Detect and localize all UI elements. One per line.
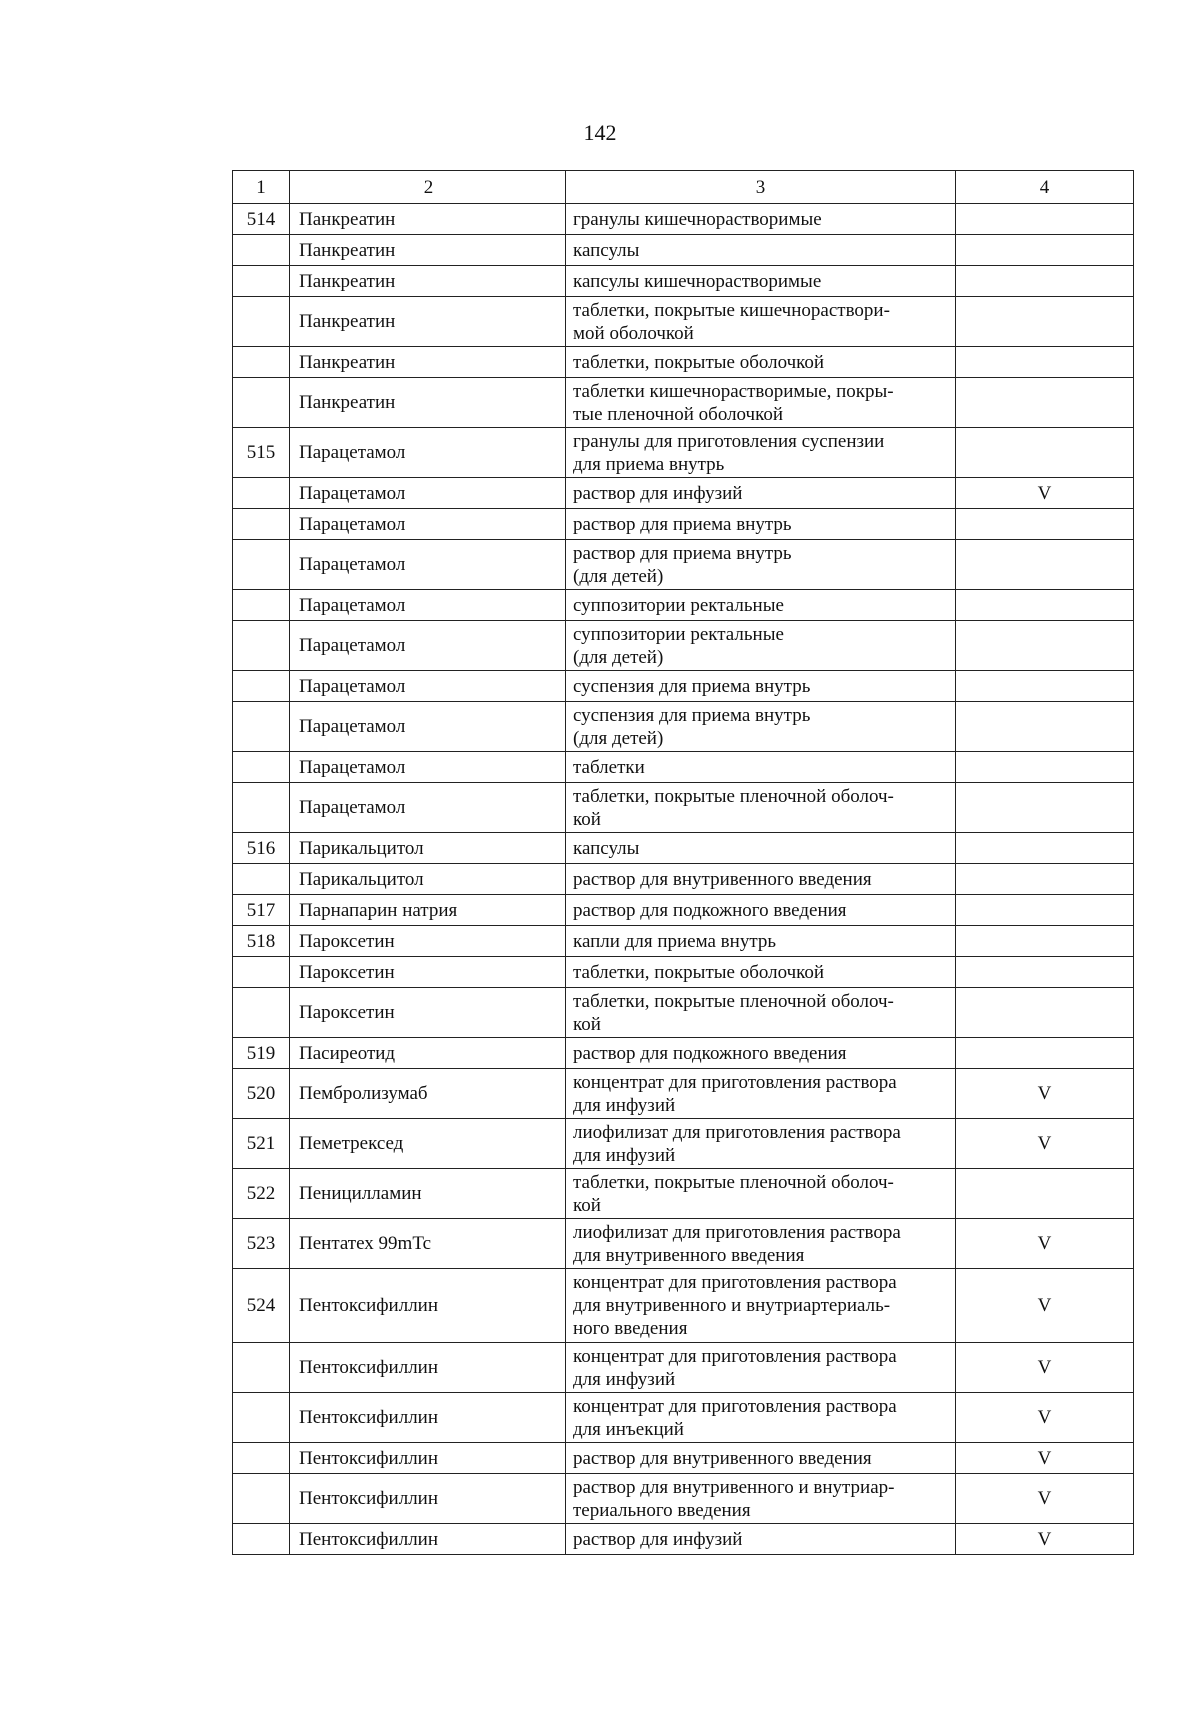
mark-cell bbox=[956, 509, 1134, 540]
mark-cell bbox=[956, 895, 1134, 926]
table-row bbox=[233, 266, 1134, 297]
table-row bbox=[233, 1069, 1134, 1119]
dosage-form-cell: раствор для инфузий bbox=[566, 1524, 956, 1555]
row-number-cell bbox=[233, 671, 290, 702]
dosage-form-cell: таблетки, покрытые кишечнораствори- мой оболочкой bbox=[566, 297, 956, 347]
dosage-form-cell: таблетки кишечнорастворимые, покры- тые пленочной оболочкой bbox=[566, 378, 956, 428]
row-number-cell: 520 bbox=[233, 1069, 290, 1119]
mark-cell bbox=[956, 204, 1134, 235]
dosage-form-cell: капсулы bbox=[566, 833, 956, 864]
dosage-form-cell: раствор для внутривенного и внутриар- териального введения bbox=[566, 1474, 956, 1524]
dosage-form-cell: раствор для приема внутрь bbox=[566, 509, 956, 540]
dosage-form-cell: гранулы кишечнорастворимые bbox=[566, 204, 956, 235]
header-cell-4: 4 bbox=[956, 171, 1134, 204]
row-number-cell bbox=[233, 297, 290, 347]
table-row bbox=[233, 428, 1134, 478]
table-row bbox=[233, 1393, 1134, 1443]
drug-name-cell: Пароксетин bbox=[290, 957, 566, 988]
table-row bbox=[233, 783, 1134, 833]
row-number-cell bbox=[233, 1393, 290, 1443]
table-row bbox=[233, 1524, 1134, 1555]
mark-cell bbox=[956, 671, 1134, 702]
drug-name-cell: Парацетамол bbox=[290, 752, 566, 783]
mark-cell bbox=[956, 702, 1134, 752]
header-cell-3: 3 bbox=[566, 171, 956, 204]
drug-name-cell: Панкреатин bbox=[290, 235, 566, 266]
mark-cell bbox=[956, 1038, 1134, 1069]
row-number-cell bbox=[233, 1524, 290, 1555]
dosage-form-cell: гранулы для приготовления суспензии для приема внутрь bbox=[566, 428, 956, 478]
drug-name-cell: Пеметрексед bbox=[290, 1119, 566, 1169]
dosage-form-cell: таблетки, покрытые оболочкой bbox=[566, 347, 956, 378]
row-number-cell bbox=[233, 1343, 290, 1393]
dosage-form-cell: концентрат для приготовления раствора для инъекций bbox=[566, 1393, 956, 1443]
mark-cell bbox=[956, 590, 1134, 621]
dosage-form-cell: раствор для внутривенного введения bbox=[566, 1443, 956, 1474]
mark-cell: V bbox=[956, 1119, 1134, 1169]
mark-cell bbox=[956, 783, 1134, 833]
drug-name-cell: Пароксетин bbox=[290, 988, 566, 1038]
dosage-form-cell: таблетки, покрытые пленочной оболоч- кой bbox=[566, 988, 956, 1038]
row-number-cell: 517 bbox=[233, 895, 290, 926]
table-row bbox=[233, 1343, 1134, 1393]
dosage-form-cell: лиофилизат для приготовления раствора для внутривенного введения bbox=[566, 1219, 956, 1269]
drug-name-cell: Парацетамол bbox=[290, 783, 566, 833]
table-header-row bbox=[233, 171, 1134, 204]
mark-cell bbox=[956, 347, 1134, 378]
drug-name-cell: Парацетамол bbox=[290, 540, 566, 590]
row-number-cell bbox=[233, 540, 290, 590]
table-row bbox=[233, 1169, 1134, 1219]
drug-name-cell: Пасиреотид bbox=[290, 1038, 566, 1069]
table-row bbox=[233, 478, 1134, 509]
mark-cell: V bbox=[956, 478, 1134, 509]
table-row bbox=[233, 1038, 1134, 1069]
mark-cell: V bbox=[956, 1393, 1134, 1443]
table-row bbox=[233, 833, 1134, 864]
table-row bbox=[233, 590, 1134, 621]
mark-cell: V bbox=[956, 1343, 1134, 1393]
drug-name-cell: Пембролизумаб bbox=[290, 1069, 566, 1119]
drug-name-cell: Панкреатин bbox=[290, 378, 566, 428]
row-number-cell bbox=[233, 864, 290, 895]
dosage-form-cell: капли для приема внутрь bbox=[566, 926, 956, 957]
row-number-cell bbox=[233, 702, 290, 752]
dosage-form-cell: концентрат для приготовления раствора для инфузий bbox=[566, 1069, 956, 1119]
row-number-cell bbox=[233, 621, 290, 671]
mark-cell bbox=[956, 957, 1134, 988]
dosage-form-cell: таблетки bbox=[566, 752, 956, 783]
row-number-cell: 522 bbox=[233, 1169, 290, 1219]
dosage-form-cell: раствор для подкожного введения bbox=[566, 895, 956, 926]
table-row bbox=[233, 540, 1134, 590]
drug-name-cell: Парнапарин натрия bbox=[290, 895, 566, 926]
mark-cell bbox=[956, 540, 1134, 590]
row-number-cell bbox=[233, 347, 290, 378]
dosage-form-cell: раствор для подкожного введения bbox=[566, 1038, 956, 1069]
row-number-cell: 521 bbox=[233, 1119, 290, 1169]
table-row bbox=[233, 988, 1134, 1038]
drug-name-cell: Парикальцитол bbox=[290, 864, 566, 895]
drug-name-cell: Парацетамол bbox=[290, 428, 566, 478]
row-number-cell: 523 bbox=[233, 1219, 290, 1269]
drug-name-cell: Парацетамол bbox=[290, 478, 566, 509]
mark-cell bbox=[956, 864, 1134, 895]
header-cell-2: 2 bbox=[290, 171, 566, 204]
dosage-form-cell: таблетки, покрытые пленочной оболоч- кой bbox=[566, 783, 956, 833]
row-number-cell bbox=[233, 957, 290, 988]
drug-name-cell: Пентатех 99mTc bbox=[290, 1219, 566, 1269]
drug-name-cell: Парацетамол bbox=[290, 671, 566, 702]
row-number-cell bbox=[233, 509, 290, 540]
table-row bbox=[233, 378, 1134, 428]
table-row bbox=[233, 1474, 1134, 1524]
dosage-form-cell: раствор для приема внутрь (для детей) bbox=[566, 540, 956, 590]
dosage-form-cell: суспензия для приема внутрь bbox=[566, 671, 956, 702]
drug-name-cell: Пентоксифиллин bbox=[290, 1474, 566, 1524]
dosage-form-cell: таблетки, покрытые оболочкой bbox=[566, 957, 956, 988]
table-body bbox=[233, 171, 1134, 1555]
mark-cell: V bbox=[956, 1443, 1134, 1474]
table-row bbox=[233, 895, 1134, 926]
row-number-cell bbox=[233, 752, 290, 783]
table-row bbox=[233, 1119, 1134, 1169]
row-number-cell: 524 bbox=[233, 1269, 290, 1343]
drug-name-cell: Парикальцитол bbox=[290, 833, 566, 864]
table-row bbox=[233, 235, 1134, 266]
mark-cell bbox=[956, 621, 1134, 671]
mark-cell bbox=[956, 235, 1134, 266]
table-row bbox=[233, 671, 1134, 702]
row-number-cell bbox=[233, 478, 290, 509]
row-number-cell bbox=[233, 378, 290, 428]
drug-name-cell: Пеницилламин bbox=[290, 1169, 566, 1219]
row-number-cell bbox=[233, 235, 290, 266]
drug-name-cell: Пентоксифиллин bbox=[290, 1393, 566, 1443]
dosage-form-cell: суппозитории ректальные bbox=[566, 590, 956, 621]
mark-cell bbox=[956, 266, 1134, 297]
table-row bbox=[233, 702, 1134, 752]
table-row bbox=[233, 1219, 1134, 1269]
mark-cell bbox=[956, 752, 1134, 783]
table-row bbox=[233, 1269, 1134, 1343]
table-row bbox=[233, 957, 1134, 988]
table-row bbox=[233, 204, 1134, 235]
dosage-form-cell: суппозитории ректальные (для детей) bbox=[566, 621, 956, 671]
drug-name-cell: Пентоксифиллин bbox=[290, 1343, 566, 1393]
drug-table bbox=[232, 170, 1134, 1555]
table-row bbox=[233, 926, 1134, 957]
mark-cell bbox=[956, 428, 1134, 478]
row-number-cell: 514 bbox=[233, 204, 290, 235]
drug-name-cell: Панкреатин bbox=[290, 266, 566, 297]
table-row bbox=[233, 347, 1134, 378]
table-row bbox=[233, 297, 1134, 347]
drug-name-cell: Парацетамол bbox=[290, 702, 566, 752]
row-number-cell bbox=[233, 783, 290, 833]
mark-cell bbox=[956, 297, 1134, 347]
row-number-cell bbox=[233, 1474, 290, 1524]
dosage-form-cell: концентрат для приготовления раствора для внутривенного и внутриартериаль- ного введения bbox=[566, 1269, 956, 1343]
drug-name-cell: Панкреатин bbox=[290, 204, 566, 235]
table-row bbox=[233, 621, 1134, 671]
dosage-form-cell: раствор для инфузий bbox=[566, 478, 956, 509]
table-row bbox=[233, 752, 1134, 783]
dosage-form-cell: лиофилизат для приготовления раствора для инфузий bbox=[566, 1119, 956, 1169]
drug-name-cell: Пентоксифиллин bbox=[290, 1524, 566, 1555]
dosage-form-cell: суспензия для приема внутрь (для детей) bbox=[566, 702, 956, 752]
dosage-form-cell: таблетки, покрытые пленочной оболоч- кой bbox=[566, 1169, 956, 1219]
mark-cell: V bbox=[956, 1474, 1134, 1524]
row-number-cell: 519 bbox=[233, 1038, 290, 1069]
drug-name-cell: Пентоксифиллин bbox=[290, 1269, 566, 1343]
table-row bbox=[233, 864, 1134, 895]
mark-cell: V bbox=[956, 1269, 1134, 1343]
drug-name-cell: Панкреатин bbox=[290, 297, 566, 347]
drug-name-cell: Парацетамол bbox=[290, 509, 566, 540]
dosage-form-cell: капсулы кишечнорастворимые bbox=[566, 266, 956, 297]
row-number-cell bbox=[233, 266, 290, 297]
mark-cell bbox=[956, 378, 1134, 428]
drug-name-cell: Пентоксифиллин bbox=[290, 1443, 566, 1474]
header-cell-1: 1 bbox=[233, 171, 290, 204]
row-number-cell bbox=[233, 590, 290, 621]
table-row bbox=[233, 1443, 1134, 1474]
mark-cell bbox=[956, 926, 1134, 957]
drug-name-cell: Пароксетин bbox=[290, 926, 566, 957]
drug-name-cell: Панкреатин bbox=[290, 347, 566, 378]
dosage-form-cell: раствор для внутривенного введения bbox=[566, 864, 956, 895]
mark-cell bbox=[956, 988, 1134, 1038]
mark-cell bbox=[956, 833, 1134, 864]
row-number-cell bbox=[233, 988, 290, 1038]
drug-name-cell: Парацетамол bbox=[290, 590, 566, 621]
dosage-form-cell: капсулы bbox=[566, 235, 956, 266]
row-number-cell: 515 bbox=[233, 428, 290, 478]
mark-cell: V bbox=[956, 1069, 1134, 1119]
dosage-form-cell: концентрат для приготовления раствора для инфузий bbox=[566, 1343, 956, 1393]
row-number-cell: 516 bbox=[233, 833, 290, 864]
row-number-cell: 518 bbox=[233, 926, 290, 957]
row-number-cell bbox=[233, 1443, 290, 1474]
mark-cell: V bbox=[956, 1219, 1134, 1269]
mark-cell: V bbox=[956, 1524, 1134, 1555]
table-row bbox=[233, 509, 1134, 540]
drug-name-cell: Парацетамол bbox=[290, 621, 566, 671]
mark-cell bbox=[956, 1169, 1134, 1219]
page-number: 142 bbox=[583, 120, 617, 145]
